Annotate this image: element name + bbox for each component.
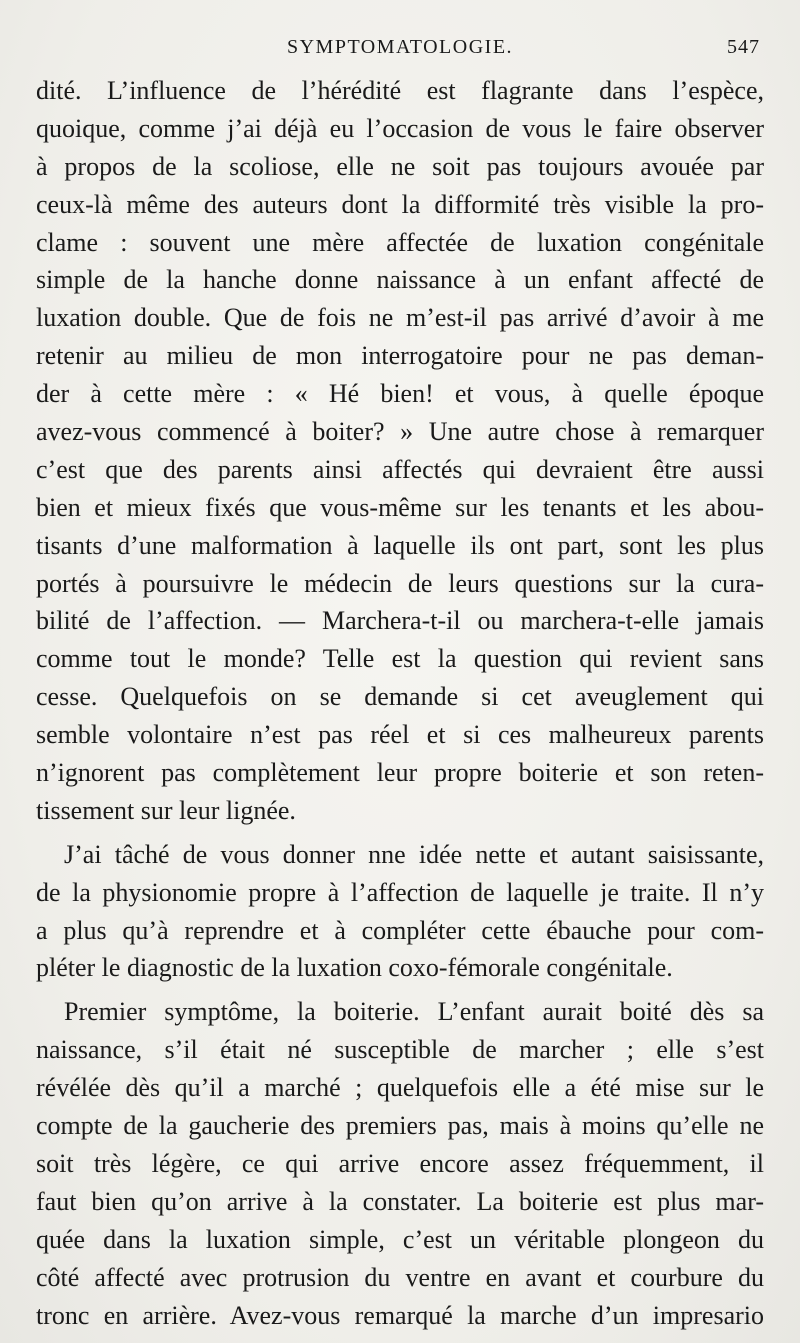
text-line: semble volontaire n’est pas réel et si ces malheureux parents — [36, 720, 764, 750]
text-line: dité. L’influence de l’hérédité est flagrante dans l’espèce, — [36, 76, 764, 105]
text-line: J’ai tâché de vous donner nne idée nette et autant saisissante, — [64, 839, 764, 869]
text-line: comme tout le monde? Telle est la question qui revient sans — [36, 644, 764, 674]
paragraph — [36, 72, 764, 830]
text-line: naissance, s’il était né susceptible de marcher ; elle s’est — [36, 1035, 764, 1065]
text-line: clame : souvent une mère affectée de luxation congénitale — [36, 227, 764, 257]
text-line: Premier symptôme, la boiterie. L’enfant aurait boité dès sa — [64, 997, 764, 1027]
text-line: c’est que des parents ainsi affectés qui devraient être aussi — [36, 454, 764, 484]
text-line: n’ignorent pas complètement leur propre boiterie et son reten- — [36, 758, 764, 788]
text-line: compte de la gaucherie des premiers pas, mais à moins qu’elle ne — [36, 1111, 764, 1141]
text-line: cesse. Quelquefois on se demande si cet aveuglement qui — [36, 682, 764, 712]
text-line: ceux-là même des auteurs dont la difformité très visible la pro- — [36, 189, 764, 219]
text-line: portés à poursuivre le médecin de leurs questions sur la cura- — [36, 568, 764, 598]
text-line: faut bien qu’on arrive à la constater. La boiterie est plus mar- — [36, 1186, 764, 1216]
text-line: tronc en arrière. Avez-vous remarqué la marche d’un impresario — [36, 1300, 764, 1330]
text-line: de la physionomie propre à l’affection de laquelle je traite. Il n’y — [36, 877, 764, 907]
text-line: der à cette mère : « Hé bien! et vous, à quelle époque — [36, 379, 764, 409]
text-line: à propos de la scoliose, elle ne soit pas toujours avouée par — [36, 151, 764, 181]
text-line: avez-vous commencé à boiter? » Une autre chose à remarquer — [36, 417, 764, 447]
paragraph — [36, 993, 764, 1334]
paragraph — [36, 836, 764, 988]
text-line: retenir au milieu de mon interrogatoire pour ne pas deman- — [36, 341, 764, 371]
text-line: pléter le diagnostic de la luxation coxo-fémorale congénitale. — [36, 953, 673, 983]
text-line: luxation double. Que de fois ne m’est-il pas arrivé d’avoir à me — [36, 303, 764, 333]
text-line: soit très légère, ce qui arrive encore assez fréquemment, il — [36, 1148, 764, 1178]
text-line: quoique, comme j’ai déjà eu l’occasion de vous le faire observer — [36, 113, 764, 143]
text-line: côté affecté avec protrusion du ventre en avant et courbure du — [36, 1262, 764, 1292]
text-line: révélée dès qu’il a marché ; quelquefois elle a été mise sur le — [36, 1073, 764, 1103]
text-line: tissement sur leur lignée. — [36, 795, 296, 825]
text-line: tisants d’une malformation à laquelle ils ont part, sont les plus — [36, 530, 764, 560]
text-line: a plus qu’à reprendre et à compléter cette ébauche pour com- — [36, 915, 764, 945]
text-line: simple de la hanche donne naissance à un enfant affecté de — [36, 265, 764, 295]
page-header — [40, 36, 760, 62]
body-text — [36, 72, 764, 1334]
text-line: bien et mieux fixés que vous-même sur les tenants et les abou- — [36, 492, 764, 522]
text-line: bilité de l’affection. — Marchera-t-il ou marchera-t-elle jamais — [36, 606, 764, 636]
running-title: SYMPTOMATOLOGIE. — [286, 36, 514, 58]
text-line: quée dans la luxation simple, c’est un véritable plongeon du — [36, 1224, 764, 1254]
page-number: 547 — [727, 36, 760, 58]
